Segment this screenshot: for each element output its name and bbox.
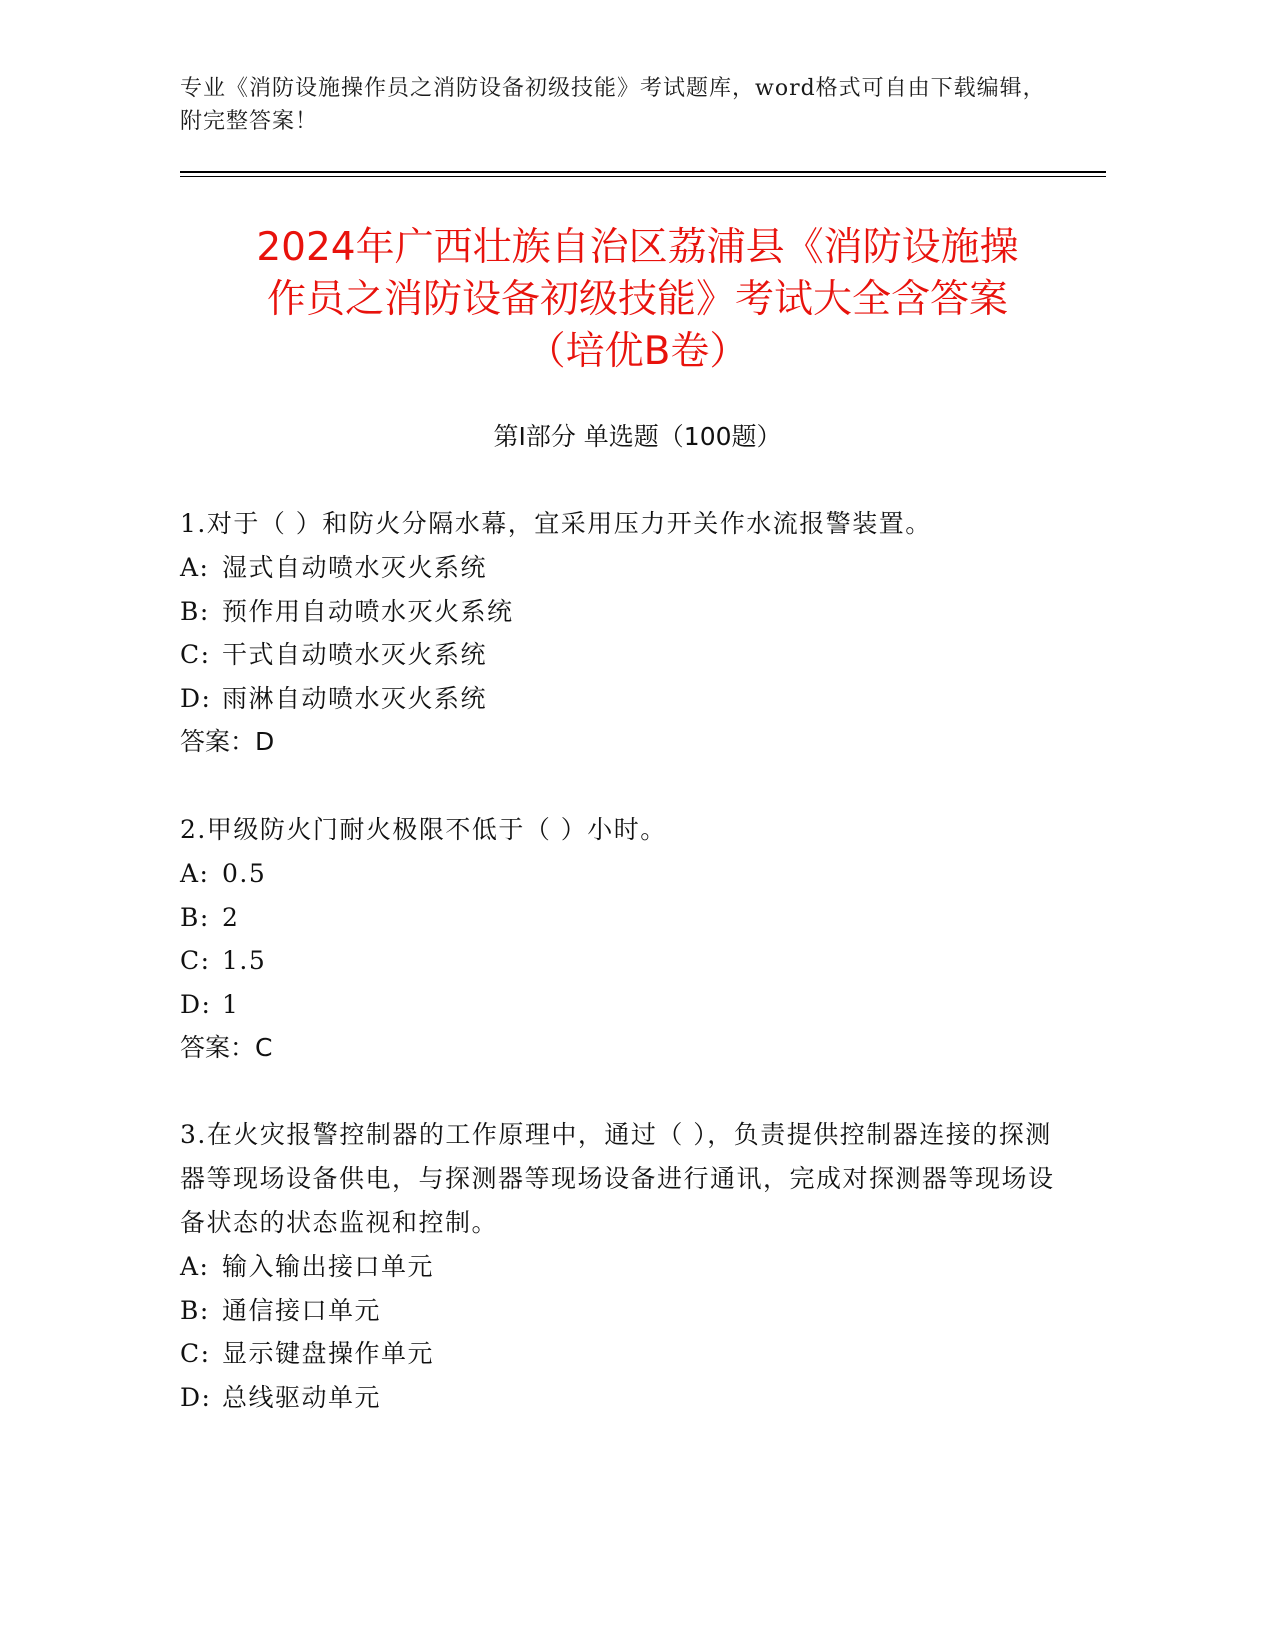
option-text: 通信接口单元 <box>222 1295 382 1325</box>
option-d <box>180 677 1060 721</box>
header-rule-thick <box>180 171 1106 173</box>
question-3 <box>180 1113 1060 1419</box>
option-b <box>180 590 1060 634</box>
header-rule-thin <box>180 176 1106 177</box>
question-stem: 1.对于（ ）和防火分隔水幕，宜采用压力开关作水流报警装置。 <box>180 509 932 538</box>
option-key: C: <box>180 946 211 975</box>
question-stem: 2.甲级防火门耐火极限不低于（ ）小时。 <box>180 815 667 844</box>
option-key: A: <box>180 859 210 888</box>
option-text: 1 <box>222 989 240 1019</box>
option-d <box>180 983 1060 1027</box>
option-key: A: <box>180 553 210 582</box>
option-c <box>180 1332 1060 1376</box>
option-text: 湿式自动喷水灭火系统 <box>222 553 488 582</box>
option-b <box>180 896 1060 940</box>
question-1 <box>180 502 1060 764</box>
option-key: B: <box>180 596 210 626</box>
option-text: 输入输出接口单元 <box>222 1252 435 1281</box>
option-key: D: <box>180 683 212 713</box>
question-stem: 3.在火灾报警控制器的工作原理中，通过（ ），负责提供控制器连接的探测器等现场设备供电，与探测器等现场设备进行通讯，完成对探测器等现场设备状态的状态监视和控制。 <box>180 1120 1055 1237</box>
option-key: C: <box>180 640 211 669</box>
header-note: 专业《消防设施操作员之消防设备初级技能》考试题库，word格式可自由下载编辑，附完整答案！ <box>180 76 1046 134</box>
title-line: 2024年广西壮族自治区荔浦县《消防设施操 <box>256 225 1019 270</box>
option-text: 干式自动喷水灭火系统 <box>222 640 488 669</box>
option-key: D: <box>180 1382 212 1412</box>
option-text: 预作用自动喷水灭火系统 <box>222 596 514 626</box>
option-a <box>180 546 1060 590</box>
title-line: （培优B卷） <box>526 329 749 374</box>
section-heading: 第I部分 单选题（100题） <box>493 422 782 451</box>
option-d <box>180 1376 1060 1420</box>
option-text: 总线驱动单元 <box>222 1382 382 1412</box>
option-a <box>180 1245 1060 1289</box>
option-c <box>180 939 1060 983</box>
option-b <box>180 1289 1060 1333</box>
option-key: C: <box>180 1339 211 1368</box>
title-line: 作员之消防设备初级技能》考试大全含答案 <box>266 277 1008 322</box>
question-2 <box>180 808 1060 1070</box>
option-a <box>180 852 1060 896</box>
document-title <box>150 222 1125 378</box>
option-key: A: <box>180 1252 210 1281</box>
option-text: 1.5 <box>222 946 267 975</box>
option-text: 雨淋自动喷水灭火系统 <box>222 683 488 713</box>
option-text: 显示键盘操作单元 <box>222 1339 435 1368</box>
option-text: 0.5 <box>222 859 267 888</box>
answer: 答案：C <box>180 1033 273 1062</box>
option-key: D: <box>180 989 212 1019</box>
answer: 答案：D <box>180 727 275 756</box>
option-c <box>180 633 1060 677</box>
option-key: B: <box>180 1295 210 1325</box>
option-key: B: <box>180 902 210 932</box>
option-text: 2 <box>222 902 240 932</box>
